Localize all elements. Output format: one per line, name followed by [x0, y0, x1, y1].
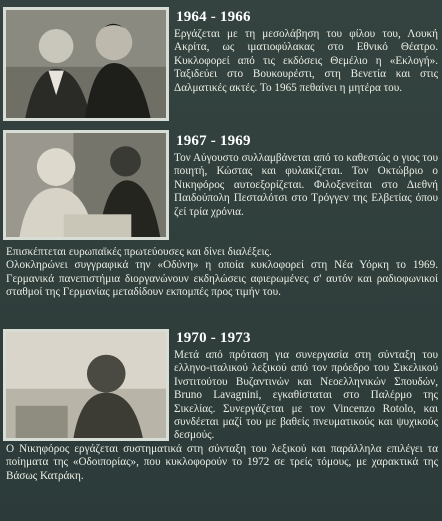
photo-two-men [3, 7, 169, 121]
section-text-1967-side: Τον Αύγουστο συλλαμβάνεται από το καθεστώς ο γιος του ποιητή, Κώστας και φυλακίζεται. Τον Οκτώβριο ο Νικηφόρος αυτοεξορίζεται. Φιλοξενείται στο Διεθνή Παιδούπολη Πεσταλότσι στο Τρόγγεν της Ελβετίας όπου ζεί τρία χρόνια. [174, 152, 438, 218]
section-title-1964: 1964 - 1966 [176, 9, 251, 25]
photo-man-at-table [3, 130, 169, 240]
section-title-1970: 1970 - 1973 [176, 330, 251, 346]
section-text-1967-full: Επισκέπτεται ευρωπαϊκές πρωτεύουσες και δίνει διαλέξεις. Ολοκληρώνει συγγραφικά την «Οδύνη» η οποία κυκλοφορεί στη Νέα Υόρκη το 1969. Γερμανικά πανεπιστήμια διοργανώνουν εκδηλώσεις αφιερωμένες σ' αυτόν και ραδιοφωνικοί σταθμοί της Γερμανίας μεταδίδουν εκπομπές προς τιμήν του. [6, 246, 438, 299]
photo-man-portrait [3, 329, 169, 441]
section-title-1967: 1967 - 1969 [176, 133, 251, 149]
section-text-1964: Εργάζεται με τη μεσολάβηση του φίλου του, Λουκή Ακρίτα, ως ιματιοφύλακας στο Εθνικό Θέατρο. Κυκλοφορεί από τις εκδόσεις Θεμέλιο η «Εκλογή». Ταξιδεύει στο Βουκουρέστι, στη Βενετία και στις Δαλματικές ακτές. Το 1965 πεθαίνει η μητέρα του. [174, 28, 438, 94]
section-text-1970-side: Μετά από πρόταση για συνεργασία στη σύνταξη του ελληνο-ιταλικού λεξικού από τον πρόεδρο του Σικελικού Ινστιτούτου Βυζαντινών και Νεοελληνικών Σπουδών, Bruno Lavagnini, εγκαθίσταται στο Παλέρμο της Σικελίας. Συνεργάζεται με τον Vincenzo Rotolo, και συνδέεται μαζί του με βαθείς πνευματικούς και ψυχικούς δεσμούς. [174, 349, 438, 442]
section-text-1970-full: Ο Νικηφόρος εργάζεται συστηματικά στη σύνταξη του λεξικού και παράλληλα επιλέγει τα ποίηματα της «Οδοιπορίας», που κυκλοφορούν το 1972 σε τρείς τόμους, με χαρακτικά της Βάσως Κατράκη. [6, 443, 438, 482]
